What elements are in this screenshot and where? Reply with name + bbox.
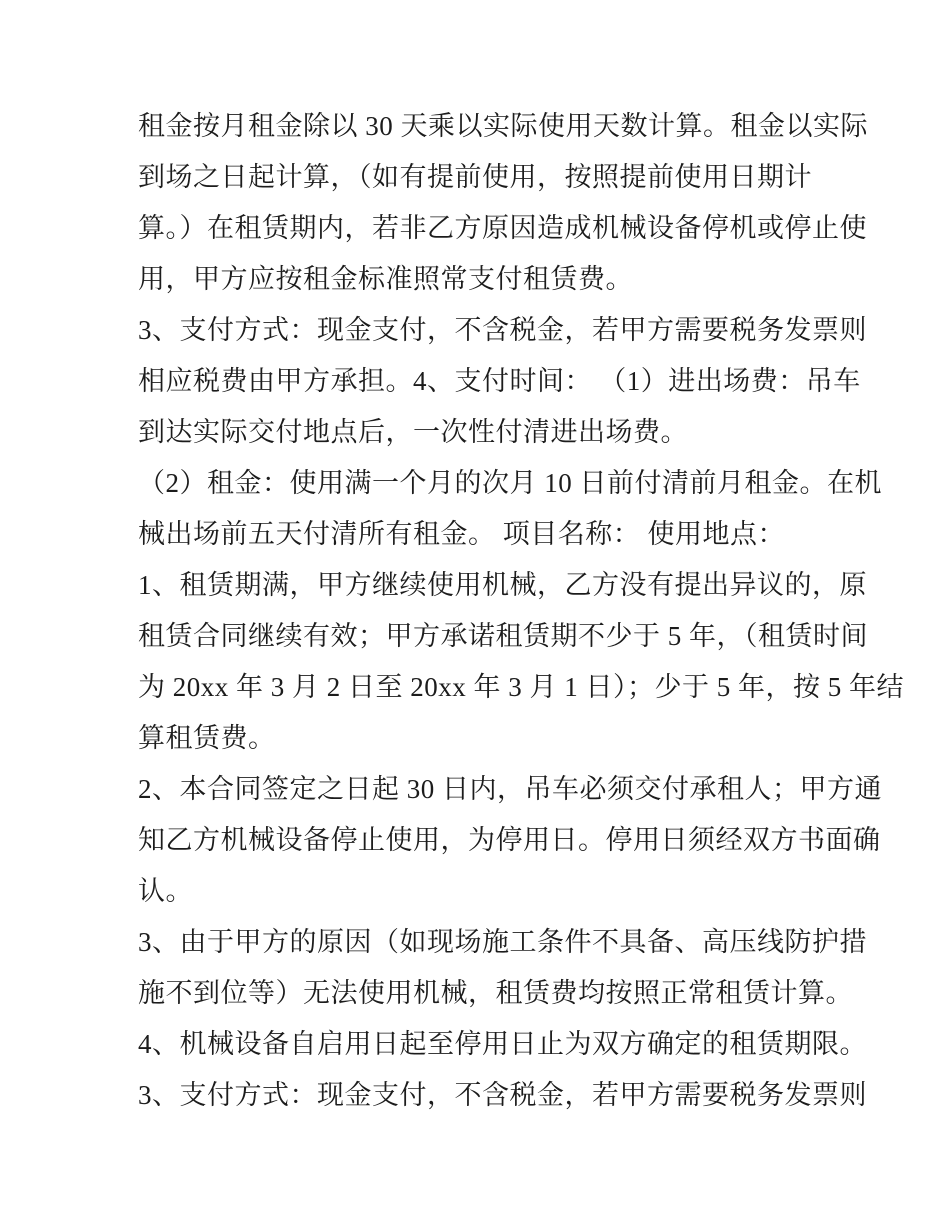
- text-line: 为 20xx 年 3 月 2 日至 20xx 年 3 月 1 日）；少于 5 年，按 5 年结: [138, 672, 904, 702]
- text-line: 4、机械设备自启用日起至停用日止为双方确定的租赁期限。: [138, 1029, 867, 1059]
- text-line: 算。）在租赁期内，若非乙方原因造成机械设备停机或停止使: [138, 213, 867, 243]
- text-line: 到达实际交付地点后，一次性付清进出场费。: [138, 417, 688, 447]
- text-line: 3、支付方式：现金支付，不含税金，若甲方需要税务发票则: [138, 315, 867, 345]
- text-line: 租金按月租金除以 30 天乘以实际使用天数计算。租金以实际: [138, 111, 868, 141]
- text-line: 相应税费由甲方承担。4、支付时间： （1）进出场费：吊车: [138, 366, 861, 396]
- text-line: 租赁合同继续有效；甲方承诺租赁期不少于 5 年，（租赁时间: [138, 621, 868, 651]
- text-line: 算租赁费。: [138, 723, 276, 753]
- text-line: 3、支付方式：现金支付，不含税金，若甲方需要税务发票则: [138, 1080, 867, 1110]
- text-line: 施不到位等）无法使用机械，租赁费均按照正常租赁计算。: [138, 978, 853, 1008]
- text-line: （2）租金：使用满一个月的次月 10 日前付清前月租金。在机: [138, 468, 882, 498]
- text-line: 知乙方机械设备停止使用，为停用日。停用日须经双方书面确: [138, 825, 881, 855]
- text-line: 用，甲方应按租金标准照常支付租赁费。: [138, 264, 633, 294]
- text-line: 3、由于甲方的原因（如现场施工条件不具备、高压线防护措: [138, 927, 867, 957]
- text-line: 1、租赁期满，甲方继续使用机械，乙方没有提出异议的，原: [138, 570, 867, 600]
- text-line: 到场之日起计算，（如有提前使用，按照提前使用日期计: [138, 162, 812, 192]
- contract-text-block: [138, 101, 904, 1121]
- text-line: 2、本合同签定之日起 30 日内，吊车必须交付承租人；甲方通: [138, 774, 882, 804]
- text-line: 械出场前五天付清所有租金。 项目名称： 使用地点：: [138, 519, 785, 549]
- text-line: 认。: [138, 876, 193, 906]
